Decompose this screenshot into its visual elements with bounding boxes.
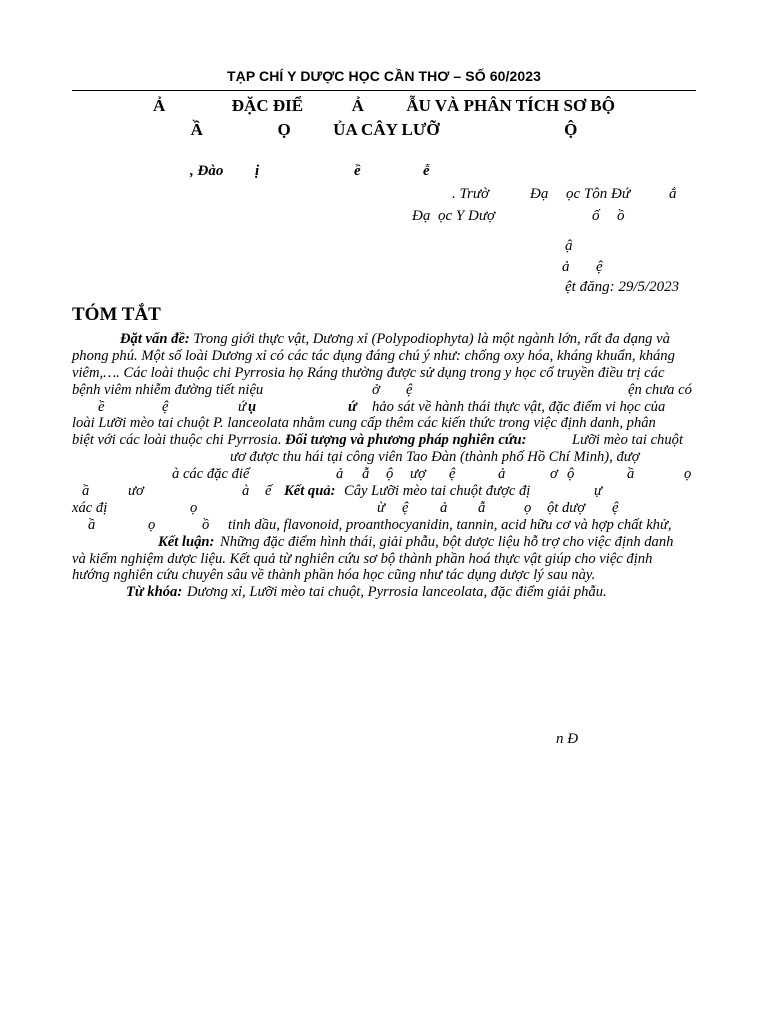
affiliation-fragment: ố <box>592 208 600 224</box>
abstract-text: ọ <box>148 516 156 533</box>
abstract-text: ầ <box>627 466 635 483</box>
abstract-text: ẫ <box>478 499 486 516</box>
article-title-line-2 <box>0 120 768 140</box>
abstract-text: biệt với các loài thuộc chi Pyrrosia. <box>72 432 286 449</box>
abstract-text: ộ <box>567 466 575 483</box>
body-fragment: n Đ <box>556 731 579 747</box>
abstract-line <box>72 483 696 500</box>
date-fragment: ả <box>562 259 570 275</box>
author-fragment: , Đào <box>190 163 224 179</box>
title-fragment: Ả <box>351 96 364 115</box>
abstract-line <box>72 399 696 416</box>
abstract-text: ả <box>440 499 448 516</box>
abstract-text: ộ <box>386 466 394 483</box>
abstract-line <box>72 584 696 601</box>
title-fragment: ỦA CÂY LƯỠ <box>333 120 440 139</box>
abstract-text: Kết quả: <box>284 483 336 500</box>
abstract-text: ừ <box>377 499 385 516</box>
affiliation-fragment: ồ <box>617 208 625 224</box>
abstract-text: Dương xỉ, Lưỡi mèo tai chuột, Pyrrosia lanceolata, đặc điểm giải phẫu. <box>187 584 607 601</box>
abstract-text: Những đặc điểm hình thái, giải phẫu, bột dược liệu hỗ trợ cho việc định danh <box>220 533 674 550</box>
abstract-line <box>72 567 696 584</box>
author-fragment: ề <box>354 163 361 179</box>
abstract-text: tinh dầu, flavonoid, proanthocyanidin, tannin, acid hữu cơ và hợp chất khử, <box>228 516 672 533</box>
abstract-text: xác đị <box>72 499 108 516</box>
abstract-line <box>72 432 696 449</box>
abstract-text: ọ <box>190 499 198 516</box>
title-fragment: Ầ <box>190 120 203 139</box>
abstract-text: ầ <box>82 483 90 500</box>
abstract-text: ả <box>498 466 506 483</box>
abstract-line <box>72 365 696 382</box>
abstract-text: hảo sát về hành thái thực vật, đặc điểm vi học của <box>372 398 666 415</box>
abstract-text: ọ <box>684 466 692 483</box>
abstract-text: ứ <box>348 398 357 415</box>
publish-date: ệt đăng: 29/5/2023 <box>565 279 680 295</box>
title-fragment: Ộ <box>564 120 578 139</box>
affiliation-fragment: Đạ <box>412 208 431 224</box>
abstract-line <box>72 534 696 551</box>
abstract-line <box>72 348 696 365</box>
title-fragment: ĐẶC ĐIỂ <box>231 96 304 115</box>
abstract-text: ụ <box>248 398 257 415</box>
abstract-text: ọ <box>524 499 532 516</box>
date-fragment: ệ <box>596 259 603 275</box>
abstract-text: phong phú. Một số loài Dương xỉ có các tác dụng đáng chú ý như: chống oxy hóa, kháng khuẩn, kháng <box>72 347 675 364</box>
title-fragment: Ả <box>153 96 166 115</box>
abstract-text: Từ khóa: <box>126 584 183 601</box>
affiliation-fragment: ắ <box>669 186 677 202</box>
abstract-text: ột dượ <box>547 499 586 516</box>
abstract-text: viêm,…. Các loài thuộc chi Pyrrosia họ Ráng thường được sử dụng trong y học cổ truyền điều trị các <box>72 364 665 381</box>
abstract-text: và kiểm nghiệm dược liệu. Kết quả từ nghiên cứu sơ bộ thành phần hoá thực vật giúp cho việc định <box>72 550 653 567</box>
abstract-text: ệ <box>612 499 619 516</box>
abstract-text: Lưỡi mèo tai chuột <box>572 432 684 449</box>
title-fragment: Ọ <box>277 120 291 139</box>
abstract-line <box>72 466 696 483</box>
article-title-line-1 <box>0 96 768 116</box>
abstract-text: ượ <box>410 466 426 483</box>
abstract-text: ệ <box>449 466 456 483</box>
abstract-text: hướng nghiên cứu chuyên sâu về thành phần hóa học cũng như tác dụng dược lý sau này. <box>72 567 596 584</box>
abstract-text: ứ <box>238 398 246 415</box>
abstract-text: ẫ <box>362 466 370 483</box>
abstract-line <box>72 551 696 568</box>
author-fragment: ễ <box>423 163 430 179</box>
abstract-line <box>72 500 696 517</box>
abstract-text: ươ được thu hái tại công viên Tao Đàn (thành phố Hồ Chí Minh), đượ <box>230 449 640 466</box>
abstract-line <box>72 331 696 348</box>
author-fragment: ị <box>255 163 260 179</box>
date-fragment: ậ <box>565 238 573 254</box>
affiliation-fragment: . Trườ <box>452 186 490 202</box>
abstract-line <box>72 415 696 432</box>
abstract-text: ả <box>336 466 344 483</box>
abstract-text: Trong giới thực vật, Dương xỉ (Polypodiophyta) là một ngành lớn, rất đa dạng và <box>189 331 670 347</box>
header-rule <box>72 90 696 91</box>
abstract-text: ồ <box>202 516 210 533</box>
abstract-text: ện chưa có <box>628 381 692 398</box>
affiliation-fragment: ọc Tôn Đứ <box>566 186 631 202</box>
abstract-text: ự <box>594 483 602 500</box>
abstract-text: ầ <box>88 516 96 533</box>
abstract-text: bệnh viêm nhiễm đường tiết niệu <box>72 381 264 398</box>
abstract-line <box>72 449 696 466</box>
abstract-line <box>72 382 696 399</box>
affiliation-fragment: ọc Y Dượ <box>438 208 496 224</box>
abstract-text: Kết luận: <box>158 533 215 550</box>
abstract-text: ề <box>98 398 105 415</box>
abstract-text: ệ <box>406 381 413 398</box>
abstract-body <box>72 331 696 601</box>
abstract-heading: TÓM TẮT <box>72 304 161 325</box>
abstract-text: ệ <box>162 398 169 415</box>
journal-header: TẠP CHÍ Y DƯỢC HỌC CẦN THƠ – SỐ 60/2023 <box>226 68 542 84</box>
abstract-text: ươ <box>128 483 144 500</box>
abstract-text: ơ <box>550 466 558 483</box>
abstract-text: Cây Lưỡi mèo tai chuột được đị <box>344 483 531 500</box>
abstract-text: Đối tượng và phương pháp nghiên cứu: <box>285 432 527 449</box>
title-fragment: ẪU VÀ PHÂN TÍCH SƠ BỘ <box>406 96 615 115</box>
abstract-text: à các đặc điể <box>172 466 250 483</box>
abstract-text: ở <box>372 381 380 398</box>
affiliation-fragment: Đạ <box>530 186 549 202</box>
abstract-text: à <box>242 483 250 500</box>
abstract-line <box>72 517 696 534</box>
abstract-text: Đặt vấn đề: <box>120 331 190 347</box>
abstract-text: ệ <box>402 499 409 516</box>
abstract-text: loài Lưỡi mèo tai chuột P. lanceolata nhằm cung cấp thêm các kiến thức trong việc định danh, phân <box>72 415 656 432</box>
abstract-text: ế <box>265 483 272 500</box>
